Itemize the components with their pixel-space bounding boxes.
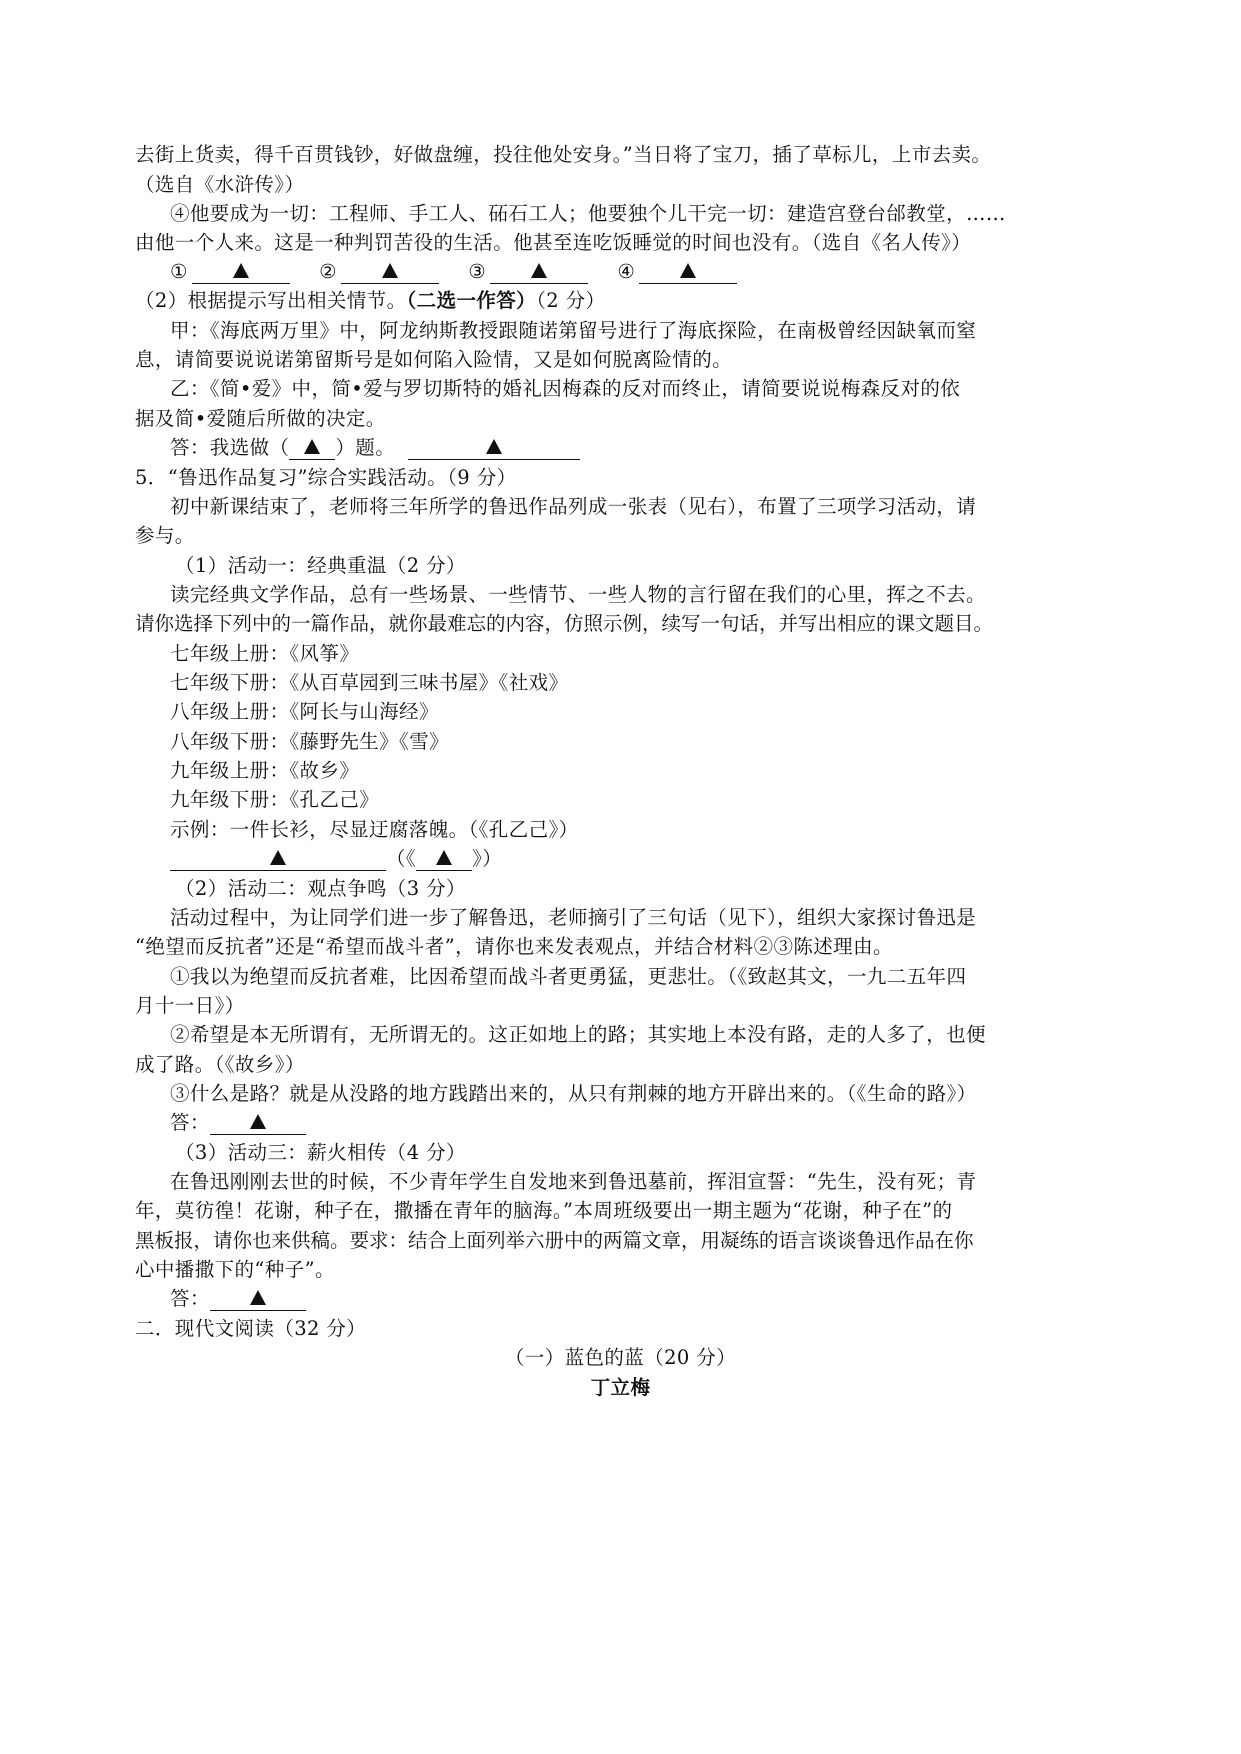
answer-prefix: 答：我选做（ [170,436,290,459]
article-title: （一）蓝色的蓝（20 分） [504,1346,737,1369]
text-line: 请你选择下列中的一篇作品，就你最难忘的内容，仿照示例，续写一句话，并写出相应的课文题目。 [135,612,994,635]
text-line: 去街上货卖，得千百贯钱钞，好做盘缠，投往他处安身。”当日将了宝刀，插了草标儿，上市去卖。 [135,143,992,166]
text-line: 据及简•爱随后所做的决定。 [135,407,386,430]
answer-line [170,435,580,461]
text-line: 活动过程中，为让同学们进一步了解鲁迅，老师摘引了三句话（见下），组织大家探讨鲁迅是 [170,906,977,929]
triangle-icon [531,263,547,278]
text-line: 初中新课结束了，老师将三年所学的鲁迅作品列成一张表（见右），布置了三项学习活动，请 [170,495,977,518]
blank-label: ① [170,260,188,283]
text-line: 甲：《海底两万里》中，阿龙纳斯教授跟随诺第留号进行了海底探险，在南极曾经因缺氧而窒 [170,319,977,342]
text-line: 黑板报，请你也来供稿。要求：结合上面列举六册中的两篇文章，用凝练的语言谈谈鲁迅作品在你 [135,1229,974,1252]
question-score: （2 分） [536,289,606,312]
blank-label: ② [319,260,337,283]
text-line: 读完经典文学作品，总有一些场景、一些情节、一些人物的言行留在我们的心里，挥之不去。 [170,583,986,606]
text-line: 由他一个人来。这是一种判罚苦役的生活。他甚至连吃饭睡觉的时间也没有。（选自《名人传》） [135,231,972,254]
answer-prefix: 答： [170,1287,210,1310]
text-line: 月十一日》） [135,994,245,1017]
sentence-blank[interactable] [170,848,386,871]
text-line: 乙：《简•爱》中，简•爱与罗切斯特的婚礼因梅森的反对而终止，请简要说说梅森反对的依 [170,377,961,400]
answer-blanks-row [170,259,737,285]
triangle-icon [233,263,249,278]
section-heading: 5．“鲁迅作品复习”综合实践活动。（9 分） [135,466,517,489]
triangle-icon [486,439,502,454]
triangle-icon [382,263,398,278]
list-item: 八年级上册：《阿长与山海经》 [170,700,439,723]
text-line: 息，请简要说说诺第留斯号是如何陷入险情，又是如何脱离险情的。 [135,348,733,371]
list-item: 八年级下册：《藤野先生》《雪》 [170,730,450,753]
text-line: ②希望是本无所谓有，无所谓无的。这正如地上的路；其实地上本没有路，走的人多了，也便 [170,1023,986,1046]
activity-heading: （3）活动三：薪火相传（4 分） [175,1141,466,1164]
text-line: 在鲁迅刚刚去世的时候，不少青年学生自发地来到鲁迅墓前，挥泪宣誓：“先生，没有死；青 [170,1170,977,1193]
example-line: 示例：一件长衫，尽显迂腐落魄。（《孔乙己》） [170,818,579,841]
answer-blank[interactable] [210,1288,306,1311]
list-item: 九年级下册：《孔乙己》 [170,788,380,811]
activity-heading: （1）活动一：经典重温（2 分） [175,554,466,577]
answer-blank-2[interactable] [341,261,439,284]
list-item: 七年级上册：《风筝》 [170,642,360,665]
activity-heading: （2）活动二：观点争鸣（3 分） [175,877,466,900]
blank-label: ③ [468,260,487,283]
question-line [135,288,605,314]
answer-blank-3[interactable] [490,261,588,284]
text-line: 心中播撒下的“种子”。 [135,1258,335,1281]
list-item: 九年级上册：《故乡》 [170,759,360,782]
triangle-icon [250,1290,266,1305]
triangle-icon [436,850,452,865]
choice-blank[interactable] [289,437,335,460]
text-line: “绝望而反抗者”还是“希望而战斗者”，请你也来发表观点，并结合材料②③陈述理由。 [135,935,893,958]
answer-blank[interactable] [210,1112,306,1135]
text-line: 成了路。（《故乡》） [135,1053,305,1076]
title-close: 》） [472,847,503,870]
answer-line [170,1110,306,1136]
article-author: 丁立梅 [590,1376,651,1399]
answer-blank-1[interactable] [192,261,290,284]
triangle-icon [250,1114,266,1129]
text-line: ④他要成为一切：工程师、手工人、砳石工人；他要独个儿干完一切：建造宫登台邰教堂，…… [170,202,1006,225]
list-item: 七年级下册：《从百草园到三味书屋》《社戏》 [170,671,569,694]
question-text: （2）根据提示写出相关情节。 [135,289,407,312]
answer-line [170,1286,306,1312]
triangle-icon [270,850,286,865]
blank-label: ④ [617,260,636,283]
triangle-icon [304,439,320,454]
text-line: ①我以为绝望而反抗者难，比因希望而战斗者更勇猛，更悲壮。（《致赵其文，一九二五年四 [170,965,967,988]
title-open: （《 [386,847,417,870]
question-instruction: （二选一作答） [406,289,537,312]
text-line: 年，莫彷徨！花谢，种子在，撒播在青年的脑海。”本周班级要出一期主题为“花谢，种子在”的 [135,1199,953,1222]
answer-prefix: 答： [170,1111,210,1134]
answer-mid: ）题。 [335,436,396,459]
text-line: 参与。 [135,524,195,547]
answer-line [170,846,502,872]
section-heading: 二．现代文阅读（32 分） [135,1317,367,1340]
triangle-icon [680,263,696,278]
answer-blank-4[interactable] [639,261,737,284]
text-line: ③什么是路？就是从没路的地方践踏出来的，从只有荆棘的地方开辟出来的。（《生命的路》） [170,1082,977,1105]
text-line: （选自《水浒传》） [135,173,305,196]
answer-blank[interactable] [408,437,580,460]
title-blank[interactable] [416,848,472,871]
